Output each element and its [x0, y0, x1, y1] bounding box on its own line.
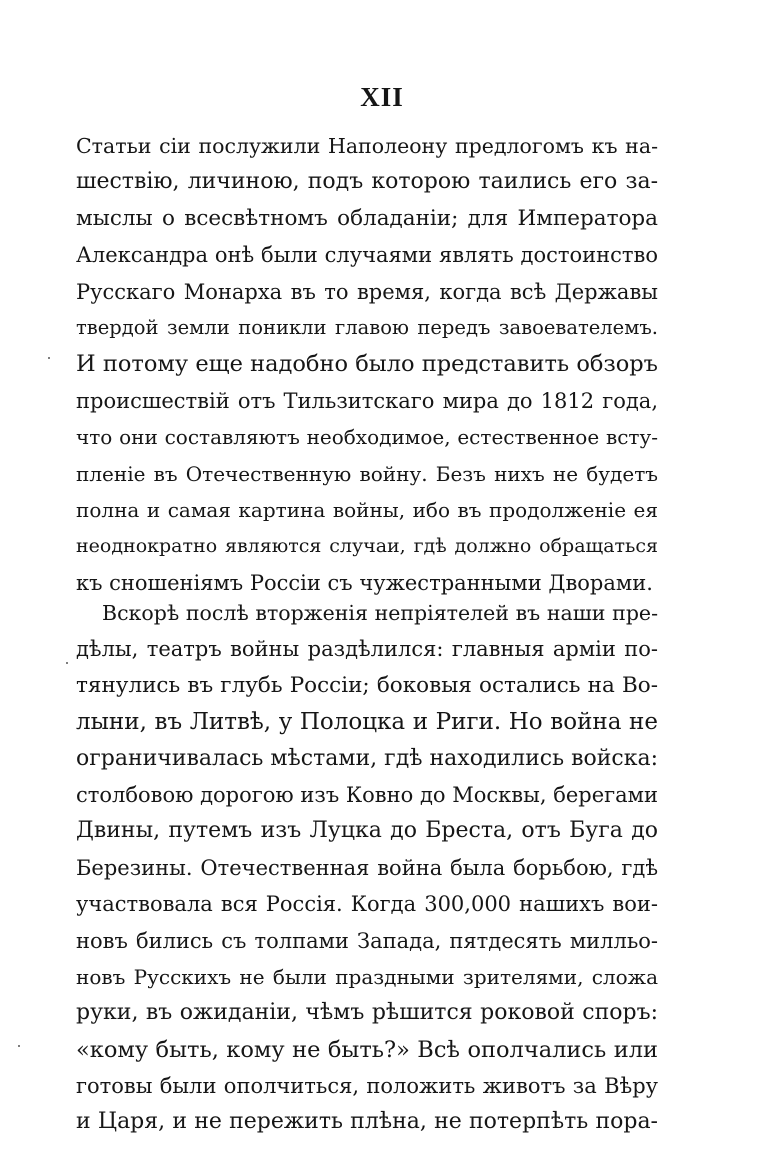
text-line: новъ бились съ толпами Запада, пятдесять милльо-	[76, 928, 658, 953]
text-line: «кому быть, кому не быть?» Всѣ ополчались или	[76, 1036, 658, 1063]
page-number: XII	[360, 82, 404, 112]
text-line: Александра онѣ были случаями являть достоинство	[76, 243, 658, 268]
text-line: что они составляютъ необходимое, естественное всту-	[76, 425, 658, 450]
text-line: полна и самая картина войны, ибо въ продолженіе ея	[76, 497, 658, 522]
text-line: Двины, путемъ изъ Луцка до Бреста, отъ Буга до	[76, 818, 658, 844]
text-line: шествію, личиною, подъ которою таились его за-	[76, 169, 658, 195]
text-line: столбовою дорогою изъ Ковно до Москвы, берегами	[76, 782, 658, 807]
text-line: ограничивалась мѣстами, гдѣ находились войска:	[76, 745, 658, 771]
text-line: И потому еще надобно было представить обзоръ	[76, 351, 658, 378]
scan-speck	[48, 357, 50, 359]
text-line: тянулись въ глубь Россіи; боковыя остались на Во-	[76, 672, 658, 698]
text-line: Русскаго Монарха въ то время, когда всѣ Державы	[76, 279, 658, 304]
text-line: твердой земли поникли главою передъ завоевателемъ.	[76, 315, 658, 339]
scan-speck	[66, 662, 68, 664]
text-line: неоднократно являются случаи, гдѣ должно обращаться	[76, 535, 658, 558]
paragraph-2	[76, 595, 658, 1141]
text-line: руки, въ ожиданіи, чѣмъ рѣшится роковой споръ:	[76, 1000, 658, 1026]
text-line: Вскорѣ послѣ вторженія непріятелей въ наши пре-	[102, 601, 658, 625]
text-line: дѣлы, театръ войны раздѣлился: главныя арміи по-	[76, 637, 658, 662]
text-line: пленіе въ Отечественную войну. Безъ нихъ не будетъ	[76, 461, 658, 486]
scan-speck	[18, 1045, 20, 1047]
text-line: мыслы о всесвѣтномъ обладаніи; для Императора	[76, 205, 658, 231]
text-line: участвовала вся Россія. Когда 300,000 нашихъ вои-	[76, 892, 658, 917]
text-line: къ сношеніямъ Россіи съ чужестранными Дворами.	[76, 570, 653, 595]
text-line: готовы были ополчиться, положить животъ за Вѣру	[76, 1074, 658, 1099]
text-line: лыни, въ Литвѣ, у Полоцка и Риги. Но война не	[76, 709, 658, 736]
text-line: и Царя, и не пережить плѣна, не потерпѣть пора-	[76, 1109, 658, 1135]
paragraph-1	[76, 128, 658, 601]
text-line: Березины. Отечественная война была борьбою, гдѣ	[76, 855, 658, 880]
text-line: новъ Русскихъ не были праздными зрителями, сложа	[76, 964, 658, 989]
text-line: Статьи сіи послужили Наполеону предлогомъ къ на-	[76, 134, 658, 158]
text-line: происшествій отъ Тильзитскаго мира до 1812 года,	[76, 388, 658, 413]
